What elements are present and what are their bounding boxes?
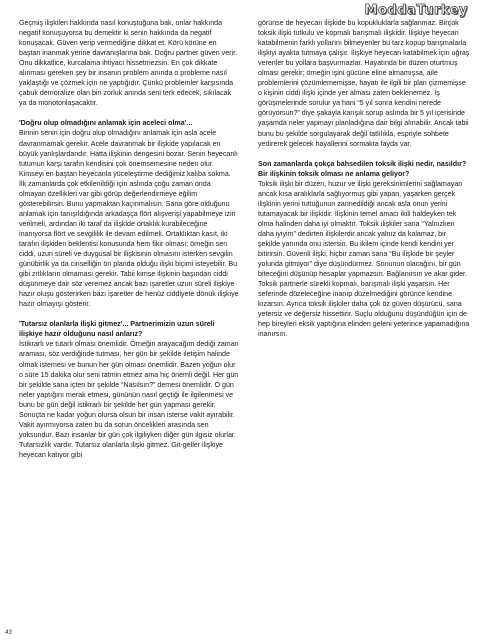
section-heading: 'Tutarsız olanlarla ilişki gitmez'... Partnerimizin uzun süreli ilişkiye hazır olduğunu nasıl anlarız? [19,320,215,339]
body-paragraph: İstikrarlı ve tutarlı olması önemlidir. Örneğin arayacağım dediği zaman araması, söz verdiğinde tutması, her gün bir şekilde iletişim halinde olmak istemesi ve bunun her gün olması önemlidir. Bazen yoğun olur o süre 15 dakika olur seni tatmin etmez ama hiç önemli değil. Her gün bir şekilde sana içten bir şekilde “Nasılsın?” demesi önemlidir. O gün neler yaptığını merak etmesi, gününün nasıl geçtiği ile ilgilenmesi ve bunu bir gün değil istikrarlı bir şekilde her gün yapması gerekir. Sonuçta ne kadar yoğun olursa olsun bir insan isterse vakit ayırabilir. Vakit ayırmıyorsa zaten bu da sorun öncelikleri arasında sen yoksundur. Bazı insanlar bir gün çok ilgiliyken diğer gün ilgisiz olurlar. Tutarsızlık vardır. Tutarsız olanlarla ilişki gitmez. Git-geller ilişkiye heyecan katıyor gibi [19,340,239,459]
body-paragraph: Toksik ilişki bir düzen, huzur ve ilişki gereksinimlerini sağlamayan ancak kısa aralıklarla sağlıyormuş gibi yapan, yaşarken gerçek ilişkinin yerini tuttuğunun zannedildiği ancak asla onun yerini tutamayacak bir ilişkidir. İlişkinin temel amacı ikili haldeyken tek olma halinden daha iyi olmaktır. Toksik ilişkiler sana “Yalnızken daha iyiyim” dedirten ilişkilerdir ancak yalnız da kalamaz, bir şekilde yanında onu istersin. Bu ikilem içinde kendi kendini yer bitirirsin. Güvenli ilişki, hiçbir zaman sana “Bu ilişkide bir şeyler yolunda gitmiyor” diye düşündürmez. Sonunun olacağını, bir gün biteceğini düşünüp hesaplar yapmazsın. Bağlanırsın ve akar gider. Toksik partnerle sürekli kopmalı, barışmalı ilişki yaşarsın. Her seferinde düzeleceğine inanıp düzelmediğini görünce kendine kızarsın. Ayrıca toksik ilişkiler daha çok öz güven düşürücü, sana yetersiz ve değersiz hissettirir. Suçlu olduğunu düşündüğün için de hep bireyleri eksik yaptığına elinden geleni yeterince yapamadığına inanırsın. [258,179,470,339]
body-paragraph: Birinin senin için doğru olup olmadığını anlamak için asla acele davranmamak gerekir. Acele davranmak bir ilişkide yapılacak en büyük yanlışlardandır. Hatta ilişkinin dengesini bozar. Senin heyecanlı tutumun karşı tarafın kendisini çok önemsemesine neden olur. Kimseyi en baştan heyecanla yüceleştirme dediğimiz kalıba sokma. İlk zamanlarda çok etkilenildiği için aslında çoğu zaman onda olmayan özellikleri var gibi görüp değerlendirmeye eğilim gösterebilirsin. Bunu yapmaktan kaçınmalısın. Sana göre olduğunu anlamak için tanışıldığında arkadaşça flört alışverişi yapabilmeye izin verilmeli, ardından iki taraf da ilişkide ortaklık kurabileceğine inanıyorsa flört ve sevgililik ile devam edilmeli. Ortaklıktan kasıt, iki tarafın ilişkiden beklentisi konusunda hem fikir olması; örneğin sen ciddi, uzun süreli ve duygusal bir ilişkisinin olmasını isterken sevgilin günübirlik ya da cinselliğin ön planda olduğu ilişki biçimi isteyebilir. Bu gibi zıtlıkların olmaması gerekir. Tabii kimse ilişkinin başından ciddi düşünmeye dair söz veremez ancak bazı işaretler uzun süreli ilişkiye hazır oluşu gösterirken bazı işaretler de henüz ciddiyete dönük ilişkiye hazır olmayışı gösterir. [19,129,239,309]
body-paragraph: Geçmiş ilişkileri hakkında nasıl konuştuğuna bak, onlar hakkında negatif konuşuyorsa bu demektir ki senin hakkında da negatif konuşacak. Güven verip vermediğine dikkat et. Körü körüne en baştan inanmak yerine davranışlarına bak. Doğru partner güven verir. [19,19,238,58]
article-column-left [19,18,239,460]
body-paragraph: Onu dikkatlice, kurcalama ihtiyacı hissetmezsin. En çok dikkate alınması gereken şey bir insanın problem anında o probleme nasıl yaklaştığı ve çözmek için ne yaptığıdır. Çünkü problemler karşısında çabuk demoralize olan biri zorluk anında seni terk edecek, sıkılacak ya da monotonlaşacaktır. [19,59,234,108]
body-paragraph: görünse de heyecan ilişkide bu kopukluklarla sağlanmaz. Birçok toksik ilişki tutkulu ve kopmalı barışmalı ilişkidir. İlişkiye heyecan katabilmenin farklı yollarını bilmeyenler bu tarz kopup barışmalarla ilişkiyi ayakta tutmaya çalışır. İlişkiye heyecan katabilmek için uğraş verenler bu yollara başvurmazlar. Hayatında bir düzen oturtmuş olması gerekir; örneğin işini gücüne eline almamışsa, aile problemlerini çözümlememişse, hayatı ile ilgili bir plan çizmemişse o kişinin ciddi ilişki içinde yer alması zaten beklenemez. İş görüşmelerinde sorulur ya hani “5 yıl sonra kendini nerede görüyorsun?” diye şakayla karışık sorup aslında bir 5 yıl içerisinde yaşamda neler yapmayı planladığına dair bilgi alınabilir. Ancak tabii bunu bu şekilde sorgulayarak değil tatlılıkla, espriyle sohbete yedirerek gelecek hayallerini sormakta fayda var. [258,19,470,148]
paragraph-gap [19,309,239,319]
article-column-right [258,18,470,339]
section-heading: 'Doğru olup olmadığını anlamak için aceleci olma'... [19,119,193,128]
paragraph-gap [258,149,470,159]
brand-logo: ModdaTurkey [364,3,468,18]
section-heading: Son zamanlarda çokça bahsedilen toksik ilişki nedir, nasıldır? Bir ilişkinin toksik olması ne anlama geliyor? [258,159,467,178]
paragraph-gap [19,108,239,118]
page-number: 43 [5,630,12,636]
